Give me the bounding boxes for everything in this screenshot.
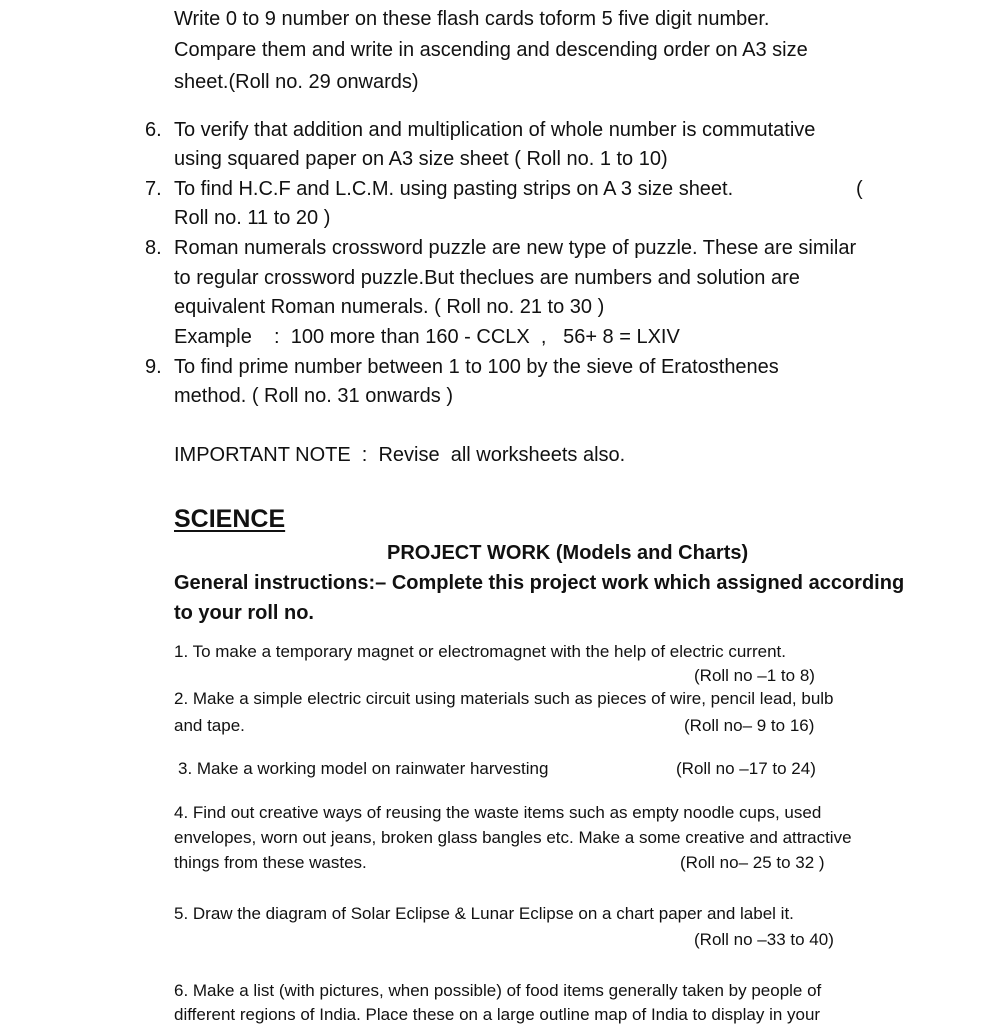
item-8-line-3: equivalent Roman numerals. ( Roll no. 21 to 30 ) (174, 296, 605, 318)
item-8-line-2: to regular crossword puzzle.But theclues are numbers and solution are (174, 267, 800, 289)
item-8-line-1: Roman numerals crossword puzzle are new type of puzzle. These are similar (174, 237, 857, 259)
project-6-line-2: different regions of India. Place these on a large outline map of India to display in your (174, 1005, 821, 1024)
project-4-line-1: 4. Find out creative ways of reusing the waste items such as empty noodle cups, used (174, 803, 822, 822)
item-7-number: 7. (145, 178, 162, 200)
item-6-number: 6. (145, 119, 162, 141)
item-9-number: 9. (145, 356, 162, 378)
instructions-line-2: to your roll no. (174, 602, 314, 624)
item-8-example: Example : 100 more than 160 - CCLX , 56+ 8 = LXIV (174, 326, 680, 348)
project-2-roll: (Roll no– 9 to 16) (684, 716, 815, 735)
intro-line-3: sheet.(Roll no. 29 onwards) (174, 71, 419, 93)
item-7-line-1: To find H.C.F and L.C.M. using pasting strips on A 3 size sheet. (174, 178, 734, 200)
project-4-line-3: things from these wastes. (174, 853, 367, 872)
project-1-roll: (Roll no –1 to 8) (694, 666, 815, 685)
project-1-line-1: 1. To make a temporary magnet or electromagnet with the help of electric current. (174, 642, 786, 661)
project-3-roll: (Roll no –17 to 24) (676, 759, 816, 778)
intro-line-2: Compare them and write in ascending and descending order on A3 size (174, 39, 808, 61)
instructions-line-1: General instructions:– Complete this project work which assigned according (174, 572, 905, 594)
project-2-line-1: 2. Make a simple electric circuit using materials such as pieces of wire, pencil lead, bulb (174, 689, 834, 708)
project-5-roll: (Roll no –33 to 40) (694, 930, 834, 949)
intro-line-1: Write 0 to 9 number on these flash cards toform 5 five digit number. (174, 8, 770, 30)
important-note: IMPORTANT NOTE : Revise all worksheets also. (174, 444, 626, 466)
item-8-number: 8. (145, 237, 162, 259)
item-6-line-2: using squared paper on A3 size sheet ( Roll no. 1 to 10) (174, 148, 668, 170)
project-5-line-1: 5. Draw the diagram of Solar Eclipse & Lunar Eclipse on a chart paper and label it. (174, 904, 794, 923)
item-7-line-2: Roll no. 11 to 20 ) (174, 207, 331, 229)
item-6-line-1: To verify that addition and multiplication of whole number is commutative (174, 119, 816, 141)
project-2-line-2: and tape. (174, 716, 245, 735)
item-7-trailing-paren: ( (856, 178, 863, 200)
project-4-roll: (Roll no– 25 to 32 ) (680, 853, 825, 872)
item-9-line-2: method. ( Roll no. 31 onwards ) (174, 385, 454, 407)
project-3-line-1: 3. Make a working model on rainwater harvesting (178, 759, 549, 778)
item-9-line-1: To find prime number between 1 to 100 by the sieve of Eratosthenes (174, 356, 779, 378)
science-heading: SCIENCE (174, 505, 286, 533)
project-6-line-1: 6. Make a list (with pictures, when possible) of food items generally taken by people of (174, 981, 822, 1000)
project-4-line-2: envelopes, worn out jeans, broken glass bangles etc. Make a some creative and attractive (174, 828, 852, 847)
project-title: PROJECT WORK (Models and Charts) (387, 542, 749, 564)
